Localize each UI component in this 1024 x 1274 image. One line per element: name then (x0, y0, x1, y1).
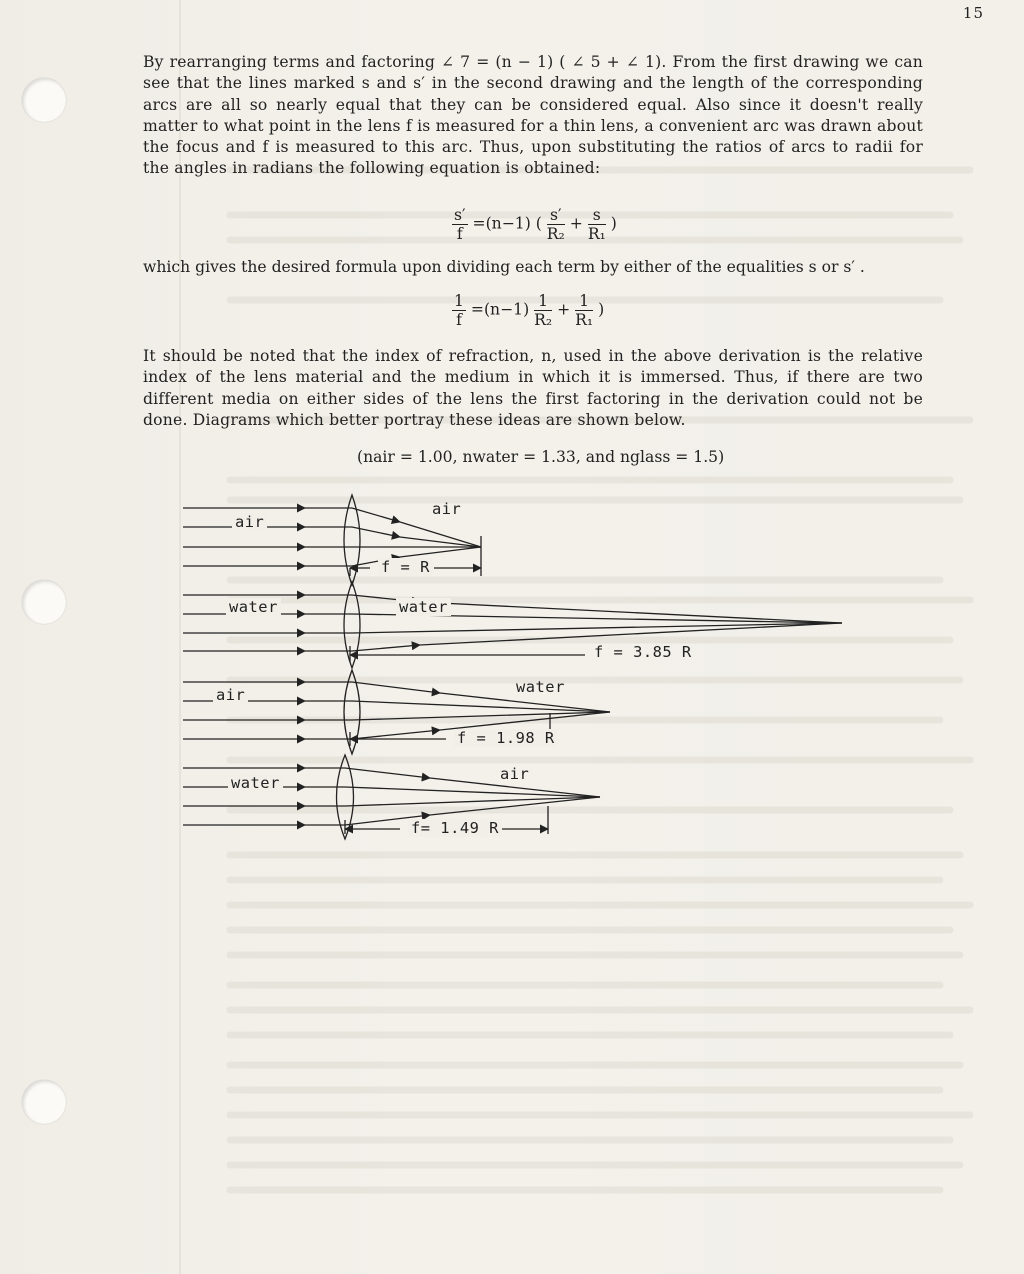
diagram2-left-medium: water (226, 598, 281, 616)
indices-note: (nair = 1.00, nwater = 1.33, and nglass = 1.5) (357, 448, 725, 466)
equation-1: $\frac{s'}{f}$ =(n−1) ( $\frac{s'}{\text{R₂}}$ + $\frac{s}{\text{R₁}}$ ) (454, 206, 617, 243)
diagram2-right-medium: water (396, 598, 451, 616)
diagram-water-air (183, 755, 600, 839)
diagram2-focal-label: f = 3.85 R (594, 643, 692, 661)
eq2-term2: $\frac{1}{\text{R₁}}$ (575, 292, 594, 329)
paragraph-derivation-text: By rearranging terms and factoring ∠ 7 = (n − 1) ( ∠ 5 + ∠ 1). From the first drawing we can see that the lines marked s and s′ in the second drawing and the length of the corresponding arcs are all so nearly equal that they can be considered equal. Also since it doesn't really matter to what point in the lens f is measured for a thin lens, a convenient arc was drawn about the focus and f is measured to this arc. Thus, upon substituting the ratios of arcs to radii for the angles in radians the following equation is obtained: (143, 53, 923, 178)
eq1-term2: $\frac{s}{\text{R₁}}$ (587, 206, 606, 243)
diagram1-focal-label: f = R (378, 558, 433, 576)
eq2-term1: $\frac{1}{\text{R₂}}$ (534, 292, 553, 329)
diagram-water-water (183, 582, 842, 668)
paragraph-relative-index-text: It should be noted that the index of refraction, n, used in the above derivation is the relative index of the lens material and the medium in which it is immersed. Thus, if there are two different media on either sides of the lens the first factoring in the derivation could not be done. Diagrams which better portray these ideas are shown below. (143, 347, 923, 429)
eq1-term1: $\frac{s'}{\text{R₂}}$ (546, 206, 565, 243)
diagram1-right-medium: air (432, 500, 462, 518)
page-number: 15 (962, 4, 984, 22)
eq1-lhs: $\frac{s'}{f}$ (454, 206, 466, 243)
diagram4-left-medium: water (228, 774, 283, 792)
eq2-lhs: $\frac{1}{f}$ (454, 292, 464, 329)
diagram4-right-medium: air (500, 765, 530, 783)
diagram4-focal-label: f= 1.49 R (408, 819, 502, 837)
diagram3-left-medium: air (213, 686, 248, 704)
diagram3-right-medium: water (516, 678, 565, 696)
diagram1-left-medium: air (232, 513, 267, 531)
diagram3-focal-label: f = 1.98 R (454, 729, 558, 747)
equation-2: $\frac{1}{f}$ =(n−1) $\frac{1}{\text{R₂}}$ + $\frac{1}{\text{R₁}}$ ) (454, 292, 605, 329)
sentence-formula: which gives the desired formula upon dividing each term by either of the equalities s or s′ . (143, 258, 865, 276)
